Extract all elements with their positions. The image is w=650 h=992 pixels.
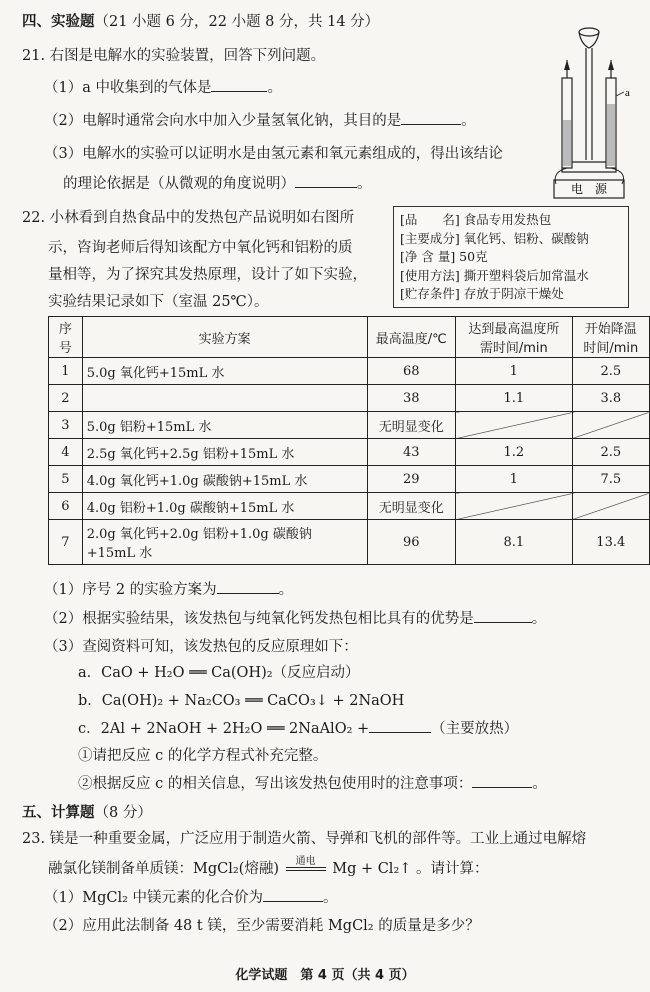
reaction-c-tail: （主要放热） (431, 721, 519, 737)
info-line-name: [品 名] 食品专用发热包 (400, 212, 552, 227)
cell-no: 1 (49, 358, 83, 385)
answer-blank[interactable] (474, 608, 532, 623)
q23-part1: （1）MgCl₂ 中镁元素的化合价为 。 (44, 886, 338, 907)
info-line-usage: [使用方法] 撕开塑料袋后加常温水 (400, 267, 589, 283)
electrolysis-apparatus-diagram (540, 20, 640, 200)
cell-time-to-max: 1.2 (456, 439, 572, 466)
cell-diagonal (572, 412, 649, 439)
cell-temp: 43 (367, 439, 456, 466)
q22-line4: 实验结果记录如下（室温 25℃）。 (48, 294, 269, 310)
cell-time-to-max: 1 (456, 358, 572, 385)
q21-part1-text: （1）a 中收集到的气体是 (44, 80, 212, 96)
reaction-a: a．CaO + H₂O ══ Ca(OH)₂（反应启动） (78, 665, 360, 681)
q23-line1-text: 镁是一种重要金属，广泛应用于制造火箭、导弹和飞机的部件等。工业上通过电解熔 (49, 831, 587, 847)
q21-part3-line2-text: 的理论依据是（从微观的角度说明） (63, 176, 295, 192)
q21-number: 21. (22, 48, 46, 64)
cell-temp: 29 (367, 466, 456, 493)
q23-line1 (22, 827, 586, 848)
cell-plan: 4.0g 铝粉+1.0g 碳酸钠+15mL 水 (82, 493, 367, 520)
info-line-ingredients: [主要成分] 氧化钙、铝粉、碳酸钠 (400, 230, 589, 246)
label-a: a (625, 87, 630, 99)
cell-no: 5 (49, 466, 83, 493)
cell-time-to-max: 8.1 (456, 520, 572, 565)
q22-sub3-item2-text: ②根据反应 c 的相关信息，写出该发热包使用时的注意事项： (78, 776, 473, 792)
cell-time-to-max: 1 (456, 466, 572, 493)
cell-diagonal (456, 412, 572, 439)
answer-blank[interactable] (217, 579, 279, 594)
q22-sub3: （3）查阅资料可知，该发热包的反应原理如下： (44, 639, 358, 655)
reaction-arrow (284, 856, 328, 877)
cell-plan-line1: 2.0g 氧化钙+2.0g 铝粉+1.0g 碳酸钠 (86, 527, 312, 542)
reaction-b: b．Ca(OH)₂ + Na₂CO₃ ══ CaCO₃↓ + 2NaOH (78, 693, 405, 709)
q21-part2-text: （2）电解时通常会向水中加入少量氢氧化钠，其目的是 (44, 113, 402, 129)
table-header-row (49, 317, 650, 358)
section-4-note: （21 小题 6 分，22 小题 8 分，共 14 分） (94, 14, 380, 30)
cell-no: 7 (49, 520, 83, 565)
q21-part3-line2: 的理论依据是（从微观的角度说明） 。 (63, 172, 372, 193)
q22-sub1: （1）序号 2 的实验方案为 。 (44, 578, 293, 599)
cell-cool-time: 2.5 (572, 358, 649, 385)
reaction-condition: 通电 (295, 856, 316, 867)
q22-sub3-item2: ②根据反应 c 的相关信息，写出该发热包使用时的注意事项： 。 (78, 772, 547, 793)
equal-sign (286, 867, 326, 871)
q22-sub2-text: （2）根据实验结果，该发热包与纯氧化钙发热包相比具有的优势是 (44, 611, 474, 627)
experiment-table (48, 316, 650, 565)
q23-line2-right: Mg + Cl₂↑ 。请计算： (332, 861, 489, 877)
table-row (49, 358, 650, 385)
q22-line1 (22, 206, 354, 227)
reaction-c-text: c．2Al + 2NaOH + 2H₂O ══ 2NaAlO₂ + (78, 721, 370, 737)
answer-blank[interactable] (211, 77, 267, 92)
q22-line3: 量相等，为了探究其发热原理，设计了如下实验， (48, 267, 367, 283)
page-footer: 化学试题 第 4 页（共 4 页） (235, 968, 415, 983)
header-temp: 最高温度/℃ (367, 317, 456, 358)
cell-cool-time: 13.4 (572, 520, 649, 565)
power-supply-label: 电 源 (570, 182, 608, 196)
q21-part2: （2）电解时通常会向水中加入少量氢氧化钠，其目的是 。 (44, 109, 476, 130)
table-row (49, 493, 650, 520)
table-row (49, 412, 650, 439)
answer-blank[interactable] (369, 718, 431, 733)
header-time-to-max (456, 317, 572, 358)
q23-number: 23. (22, 831, 46, 847)
cell-plan: 5.0g 铝粉+15mL 水 (82, 412, 367, 439)
cell-cool-time: 3.8 (572, 385, 649, 412)
cell-plan (82, 520, 367, 565)
cell-cool-time: 2.5 (572, 439, 649, 466)
section-4-header (22, 10, 379, 31)
header-time-to-max-line2: 需时间/min (479, 341, 548, 356)
section-5-title: 五、计算题 (22, 805, 95, 821)
cell-temp: 无明显变化 (367, 412, 456, 439)
cell-time-to-max: 1.1 (456, 385, 572, 412)
header-cool-time (572, 317, 649, 358)
cell-plan-blank[interactable] (82, 385, 367, 412)
cell-diagonal (456, 493, 572, 520)
q23-part1-text: （1）MgCl₂ 中镁元素的化合价为 (44, 890, 264, 906)
q22-number: 22. (22, 210, 46, 226)
section-5-header (22, 801, 152, 822)
cell-temp: 无明显变化 (367, 493, 456, 520)
answer-blank[interactable] (295, 173, 357, 188)
q21-part3-line1: （3）电解水的实验可以证明水是由氢元素和氧元素组成的，得出该结论 (44, 146, 503, 162)
answer-blank[interactable] (401, 110, 461, 125)
q22-sub2: （2）根据实验结果，该发热包与纯氧化钙发热包相比具有的优势是 。 (44, 607, 546, 628)
section-4-title: 四、实验题 (22, 14, 95, 30)
cell-plan-line2: +15mL 水 (86, 546, 153, 561)
q23-line2 (48, 857, 489, 878)
table-row (49, 439, 650, 466)
q23-line2-left: 融氯化镁制备单质镁：MgCl₂(熔融) (48, 861, 279, 877)
reaction-c (78, 717, 518, 738)
table-row (49, 385, 650, 412)
cell-temp: 96 (367, 520, 456, 565)
header-no: 序号 (49, 317, 83, 358)
table-row (49, 466, 650, 493)
cell-no: 6 (49, 493, 83, 520)
answer-blank[interactable] (472, 773, 532, 788)
product-info-box (393, 206, 629, 308)
header-plan: 实验方案 (82, 317, 367, 358)
q22-sub1-text: （1）序号 2 的实验方案为 (44, 582, 217, 598)
cell-plan: 4.0g 氧化钙+1.0g 碳酸钠+15mL 水 (82, 466, 367, 493)
table-row (49, 520, 650, 565)
cell-no: 2 (49, 385, 83, 412)
q22-line2: 示，咨询老师后得知该配方中氧化钙和铝粉的质 (48, 240, 353, 256)
info-line-net-weight: [净 含 量] 50克 (400, 249, 488, 264)
cell-plan: 2.5g 氧化钙+2.5g 铝粉+15mL 水 (82, 439, 367, 466)
q22-sub3-item1: ①请把反应 c 的化学方程式补充完整。 (78, 748, 328, 764)
q21-stem-text: 右图是电解水的实验装置，回答下列问题。 (49, 48, 326, 64)
header-cool-time-line1: 开始降温 (584, 322, 637, 337)
cell-temp: 68 (367, 358, 456, 385)
cell-diagonal (572, 493, 649, 520)
cell-cool-time: 7.5 (572, 466, 649, 493)
q22-line1-text: 小林看到自热食品中的发热包产品说明如右图所 (49, 210, 355, 226)
answer-blank[interactable] (263, 887, 323, 902)
section-5-note: （8 分） (94, 805, 152, 821)
cell-no: 4 (49, 439, 83, 466)
header-cool-time-line2: 时间/min (583, 341, 639, 356)
q21-stem (22, 44, 325, 65)
cell-plan: 5.0g 氧化钙+15mL 水 (82, 358, 367, 385)
cell-no: 3 (49, 412, 83, 439)
cell-temp: 38 (367, 385, 456, 412)
q21-part1: （1）a 中收集到的气体是 。 (44, 76, 282, 97)
header-time-to-max-line1: 达到最高温度所 (468, 322, 560, 337)
info-line-storage: [贮存条件] 存放于阴凉干燥处 (400, 286, 564, 301)
q23-part2: （2）应用此法制备 48 t 镁，至少需要消耗 MgCl₂ 的质量是多少？ (44, 918, 480, 934)
